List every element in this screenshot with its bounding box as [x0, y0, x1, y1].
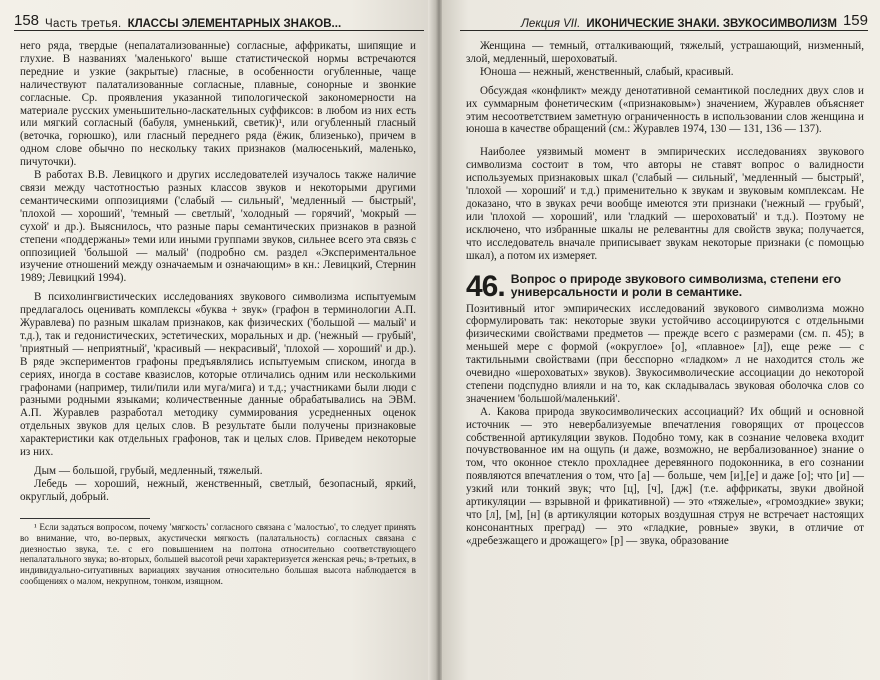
right-body-text	[466, 40, 864, 548]
running-head-title-right: ИКОНИЧЕСКИЕ ЗНАКИ. ЗВУКОСИМВОЛИЗМ	[586, 18, 837, 30]
left-example-lebed: Лебедь — хороший, нежный, женственный, светлый, безопасный, яркий, округлый, добрый.	[20, 477, 416, 503]
page-number-left: 158	[14, 12, 40, 29]
running-head-title-left: КЛАССЫ ЭЛЕМЕНТАРНЫХ ЗНАКОВ...	[127, 18, 342, 30]
section-title: Вопрос о природе звукового символизма, степени его универсальности и роли в семантике.	[510, 271, 842, 299]
left-body-text	[20, 40, 416, 587]
right-paragraph-3: Позитивный итог эмпирических исследований звукового символизма можно сформулировать так: некоторые звуки устойчиво ассоциируются с отдельными физическими свойствами предметов — прежде всего с размерами (см. п. 45); в меньшей мере с формой («округлое» [о], «плавное» [л]), еще реже — с тактильными свойствами (при бесспорно «гладком» л не находится столь же очевидно «шероховатых» звуков). Звукосимволические ассоциации до некоторой степени подспудно влияли и на то, как складывалась звуковая оболочка слов со значением 'большой/маленький'.	[466, 302, 864, 405]
running-head-lecture: Лекция VII.	[521, 18, 581, 30]
right-running-head	[460, 6, 868, 31]
right-paragraph-2: Наиболее уязвимый момент в эмпирических исследованиях звукового символизма состоит в том, что авторы не ставят вопрос о валидности используемых признаковых шкал ('слабый — сильный', 'медленный — быстрый', 'плохой — хороший' и т.д.) применительно к звукам и звуковым комплексам. Не доказано, что в звуках речи вообще имеются эти признаки ('нежный — грубый', или 'плохой — хороший', или 'гладкий — шероховатый' и т.д.). Поэтому не исключено, что избранные шкалы не релевантны для свойств звука; получается, что исследователь вначале приписывает звукам некоторые признаки (с помощью шкал), а потом их измеряет.	[466, 146, 864, 262]
left-paragraph-2: В работах В.В. Левицкого и других исследователей изучалось также наличие связи между частотностью разных классов звуков и некоторыми другими семантическими оппозициями ('слабый — сильный', 'медленный — быстрый', 'плохой — хороший', 'темный — светлый', 'холодный — горячий', 'мокрый — сухой' и др.). Выяснилось, что разные пары семантических признаков в разной степени «поддержаны» теми или иными группами звуков, сильнее всего эта связь с оппозицией 'большой — малый' (подробно см. раздел «Экспериментальное изучение отношений между означаемым и означающим» в кн.: Левицкий, Стернин 1989; Левицкий 1994).	[20, 169, 416, 285]
left-example-dym: Дым — большой, грубый, медленный, тяжелый.	[34, 465, 263, 477]
footnote: ¹ Если задаться вопросом, почему 'мягкость' согласного связана с 'малостью', то следует принять во внимание, что, во-первых, акустически мягкость (палатальность) согласных связана с диезностью звука, т.е. с его повышением на полтона относительно соответствующего непалатального звука; во-вторых, большей высотой речи характеризуется женская речь; в-третьих, в индивидуально-ситуативных вариациях звучания относительно большая высота наблюдается в сообщениях о малом, некрупном, тонком, изящном.	[20, 521, 416, 587]
right-example-yunosha: Юноша — нежный, женственный, слабый, красивый.	[480, 65, 734, 78]
right-example-zhenshchina: Женщина — темный, отталкивающий, тяжелый, устрашающий, низменный, злой, медленный, шероховатый.	[466, 40, 864, 65]
running-head-section: Часть третья.	[45, 18, 122, 30]
right-page	[442, 0, 880, 680]
section-number: 46.	[466, 269, 505, 303]
left-paragraph-3: В психолингвистических исследованиях звукового символизма испытуемым предлагалось оценивать комплексы «буква + звук» (графон в терминологии А.П. Журавлева) по разным шкалам признаков, как физических ('большой — малый' и т.д.), так и гедонистических, эстетических, моральных и др. ('нежный — грубый', 'приятный — неприятный', 'красивый — некрасивый', 'плохой — хороший' и др.). В ряде экспериментов графоны предъявлялись испытуемым списком, иногда в сериях, иногда в составе квазислов, которые отличались одним или несколькими графонами (например, тили/пили или муга/мига) и т.д.; участниками были люди с разными родными языками; количественные данные обрабатывались на ЭВМ. А.П. Журавлев разработал методику суммирования усредненных оценок отдельных звуков для целых слов. В результате были получены признаковые характеристики как отдельных графонов, так и целых слов. Приведем некоторые из них.	[20, 291, 416, 459]
left-running-head	[14, 6, 424, 31]
section-heading	[466, 269, 864, 303]
right-paragraph-4: А. Какова природа звукосимволических ассоциаций? Их общий и основной источник — это невербализуемые впечатления говорящих от процессов собственной артикуляции звуков. Подобно тому, как в сознание человека входит почувствованное им на ощупь (и даже, возможно, не вербализованное) знание о том, что оконное стекло прохладнее деревянного подоконника, в его сознании появляются впечатления о том, что [а] — больше, чем [и],[е] и даже [о]; что [и] — узкий или тонкий звук; что [ц], [ч], [дж] (т.е. аффрикаты, звуки двойной артикуляции — взрывной и фрикативной) — это «тяжелые», «громоздкие» звуки; что [л], [м], [н] (в артикуляции которых воздушная струя не встречает настоящих консонантных преград) — это «гладкие, ровные» звуки, в отличие от «дребезжащего и дрожащего» [р] — звука, образование	[466, 405, 864, 547]
right-paragraph-1: Обсуждая «конфликт» между денотативной семантикой последних двух слов и их суммарным фонетическим («признаковым») значением, Журавлев объясняет этим несоответствием заметную ограниченность в использовании слов женщина и юноша в качестве обращений (см.: Журавлев 1974, 130 — 131, 136 — 137).	[466, 84, 864, 136]
footnote-separator	[20, 518, 150, 519]
left-page	[0, 0, 438, 680]
page-number-right: 159	[842, 12, 868, 29]
left-paragraph-1: него ряда, твердые (непалатализованные) согласные, аффрикаты, шипящие и глухие. В названиях 'маленького' выше статистической нормы встречаются передние и узкие (закрытые) гласные, в особенности огубленные, чаще наличествуют палатализованные согласные, плавные, сонорные и звонкие согласные. Ср. проявления указанной типологической закономерности на материале русских уменьшительно-ласкательных суффиксов: в любом из них есть или мягкий согласный (бабуля, умненький, светик)¹, или огубленный гласный (веточка, горюшко), или гласный переднего ряда (ёжик, близенько), причем в одном слове обычно по нескольку таких признаков (малюсенький, маленько, пичуточки).	[20, 40, 416, 169]
